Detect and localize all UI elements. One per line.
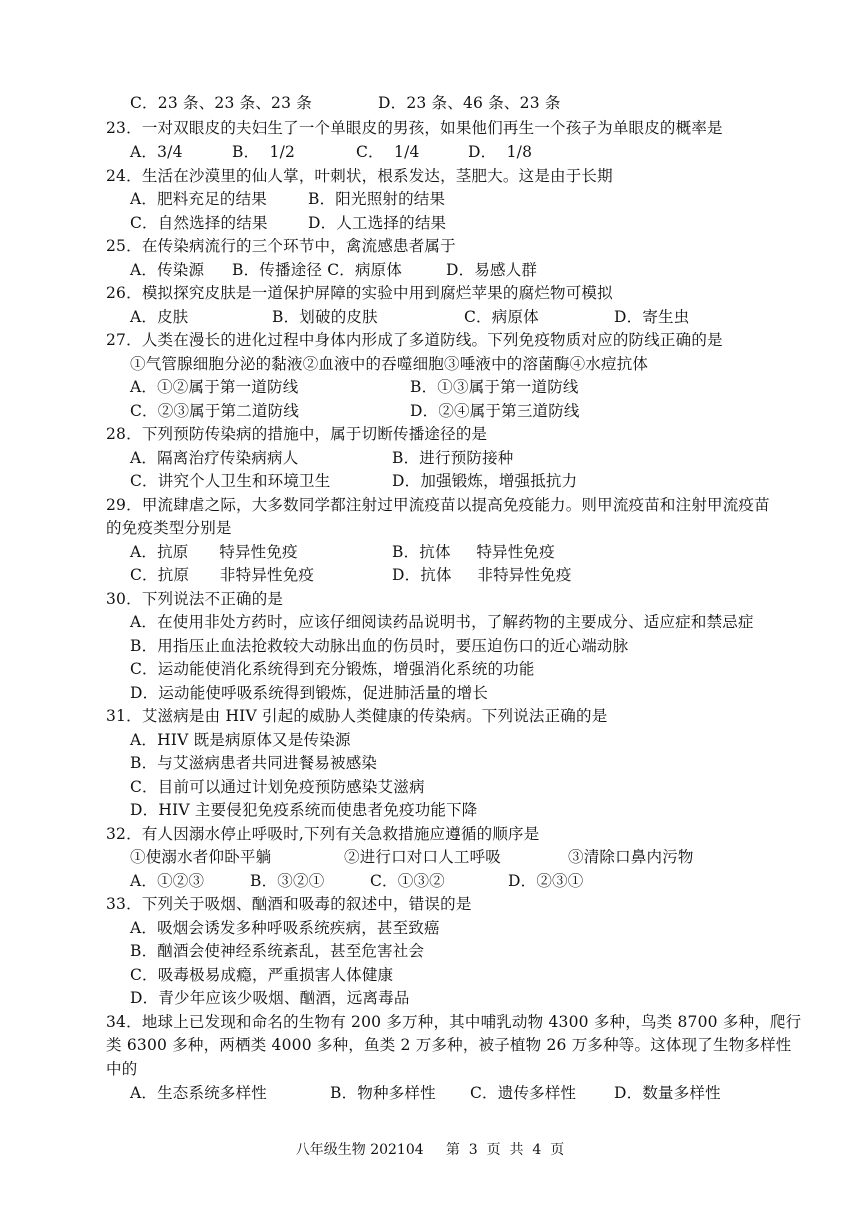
q28-option-c: C．讲究个人卫生和环境卫生 xyxy=(130,472,331,490)
q23-stem: 23．一对双眼皮的夫妇生了一个单眼皮的男孩，如果他们再生一个孩子为单眼皮的概率是 xyxy=(106,119,723,137)
q27-option-b: B．①③属于第一道防线 xyxy=(410,378,579,396)
q25-options xyxy=(130,259,538,281)
q23-options xyxy=(130,141,533,163)
q32-option-d: D．②③① xyxy=(508,872,584,890)
q32-steps xyxy=(130,846,694,868)
q28-stem: 28．下列预防传染病的措施中，属于切断传播途径的是 xyxy=(106,425,488,443)
q34-options xyxy=(130,1082,721,1104)
q31-stem: 31．艾滋病是由 HIV 引起的威胁人类健康的传染病。下列说法正确的是 xyxy=(106,707,608,725)
q28-option-d: D．加强锻炼，增强抵抗力 xyxy=(392,472,578,490)
q29-option-c: C．抗原 非特异性免疫 xyxy=(130,566,315,584)
q33-option-d: D．青少年应该少吸烟、酗酒，远离毒品 xyxy=(130,989,410,1007)
q33-option-a: A．吸烟会诱发多种呼吸系统疾病，甚至致癌 xyxy=(130,919,440,937)
q29-option-b: B．抗体 特异性免疫 xyxy=(392,543,555,561)
q30-option-a: A．在使用非处方药时，应该仔细阅读药品说明书，了解药物的主要成分、适应症和禁忌症 xyxy=(130,613,754,631)
q32-option-a: A．①②③ xyxy=(130,872,205,890)
q31-option-d: D．HIV 主要侵犯免疫系统而使患者免疫功能下降 xyxy=(130,801,478,819)
q29-options-row2 xyxy=(130,564,572,586)
q24-option-c: C．自然选择的结果 xyxy=(130,214,268,232)
q30-stem: 30．下列说法不正确的是 xyxy=(106,590,284,608)
q25-stem: 25．在传染病流行的三个环节中，禽流感患者属于 xyxy=(106,237,456,255)
q26-option-b: B．划破的皮肤 xyxy=(272,308,378,326)
q26-option-c: C．病原体 xyxy=(464,308,539,326)
q29-stem-line1: 29．甲流肆虐之际，大多数同学都注射过甲流疫苗以提高免疫能力。则甲流疫苗和注射甲流疫苗 xyxy=(106,496,770,514)
q24-option-a: A．肥料充足的结果 xyxy=(130,190,267,208)
q27-items: ①气管腺细胞分泌的黏液②血液中的吞噬细胞③唾液中的溶菌酶④水痘抗体 xyxy=(130,355,649,373)
q28-options-row1 xyxy=(130,447,514,469)
q30-option-b: B．用指压止血法抢救较大动脉出血的伤员时，要压迫伤口的近心端动脉 xyxy=(130,637,629,655)
q31-option-c: C．目前可以通过计划免疫预防感染艾滋病 xyxy=(130,778,425,796)
q27-option-a: A．①②属于第一道防线 xyxy=(130,378,299,396)
q26-stem: 26．模拟探究皮肤是一道保护屏障的实验中用到腐烂苹果的腐烂物可模拟 xyxy=(106,284,613,302)
q23-option-b: B． 1/2 xyxy=(232,143,296,161)
q28-option-b: B．进行预防接种 xyxy=(392,449,514,467)
q24-stem: 24．生活在沙漠里的仙人掌，叶刺状，根系发达，茎肥大。这是由于长期 xyxy=(106,167,613,185)
q27-options-row2 xyxy=(130,400,580,422)
q32-step-2: ②进行口对口人工呼吸 xyxy=(344,848,502,866)
q27-options-row1 xyxy=(130,376,579,398)
q23-option-a: A．3/4 xyxy=(130,143,183,161)
q24-options-row2 xyxy=(130,212,447,234)
q34-stem-line1: 34．地球上已发现和命名的生物有 200 多万种，其中哺乳动物 4300 多种，鸟类 8700 多种，爬行 xyxy=(106,1013,802,1031)
q29-stem-line2: 的免疫类型分别是 xyxy=(106,519,232,537)
q22-option-c: C．23 条、23 条、23 条 xyxy=(130,94,313,112)
q27-option-c: C．②③属于第二道防线 xyxy=(130,402,300,420)
q32-options xyxy=(130,870,584,892)
q29-options-row1 xyxy=(130,541,555,563)
q33-stem: 33．下列关于吸烟、酗酒和吸毒的叙述中，错误的是 xyxy=(106,895,472,913)
q25-option-d: D．易感人群 xyxy=(446,261,538,279)
q34-stem-line2: 类 6300 多种，两栖类 4000 多种，鱼类 2 万多种，被子植物 26 万多种等。这体现了生物多样性 xyxy=(106,1036,792,1054)
q30-option-d: D．运动能使呼吸系统得到锻炼，促进肺活量的增长 xyxy=(130,684,489,702)
q32-option-c: C．①③② xyxy=(370,872,445,890)
q33-option-b: B．酗酒会使神经系统紊乱，甚至危害社会 xyxy=(130,942,425,960)
q32-stem: 32．有人因溺水停止呼吸时,下列有关急救措施应遵循的顺序是 xyxy=(106,825,540,843)
q34-option-a: A．生态系统多样性 xyxy=(130,1084,267,1102)
q23-option-d: D． 1/8 xyxy=(468,143,533,161)
q27-stem: 27．人类在漫长的进化过程中身体内形成了多道防线。下列免疫物质对应的防线正确的是 xyxy=(106,331,723,349)
q27-option-d: D．②④属于第三道防线 xyxy=(410,402,580,420)
q28-option-a: A．隔离治疗传染病病人 xyxy=(130,449,299,467)
q24-option-b: B．阳光照射的结果 xyxy=(308,190,446,208)
q22-options xyxy=(130,92,561,114)
q30-option-c: C．运动能使消化系统得到充分锻炼，增强消化系统的功能 xyxy=(130,660,535,678)
q25-option-bc: B．传播途径 C．病原体 xyxy=(232,261,403,279)
q34-stem-line3: 中的 xyxy=(106,1060,138,1078)
q22-option-d: D．23 条、46 条、23 条 xyxy=(378,94,561,112)
q24-option-d: D．人工选择的结果 xyxy=(308,214,447,232)
q34-option-b: B．物种多样性 xyxy=(330,1084,436,1102)
q32-step-3: ③清除口鼻内污物 xyxy=(568,848,694,866)
q26-option-a: A．皮肤 xyxy=(130,308,189,326)
q34-option-c: C．遗传多样性 xyxy=(470,1084,577,1102)
q33-option-c: C．吸毒极易成瘾，严重损害人体健康 xyxy=(130,966,394,984)
q28-options-row2 xyxy=(130,470,578,492)
q29-option-a: A．抗原 特异性免疫 xyxy=(130,543,298,561)
q24-options-row1 xyxy=(130,188,446,210)
q23-option-c: C． 1/4 xyxy=(356,143,420,161)
q34-option-d: D．数量多样性 xyxy=(614,1084,721,1102)
q31-option-b: B．与艾滋病患者共同进餐易被感染 xyxy=(130,754,378,772)
q32-option-b: B．③②① xyxy=(250,872,325,890)
q26-options xyxy=(130,306,690,328)
q32-step-1: ①使溺水者仰卧平躺 xyxy=(130,848,272,866)
q26-option-d: D．寄生虫 xyxy=(614,308,690,326)
q29-option-d: D．抗体 非特异性免疫 xyxy=(392,566,572,584)
q25-option-a: A．传染源 xyxy=(130,261,205,279)
page-footer: 八年级生物 202104 第 3 页 共 4 页 xyxy=(295,1142,565,1158)
q31-option-a: A．HIV 既是病原体又是传染源 xyxy=(130,731,351,749)
